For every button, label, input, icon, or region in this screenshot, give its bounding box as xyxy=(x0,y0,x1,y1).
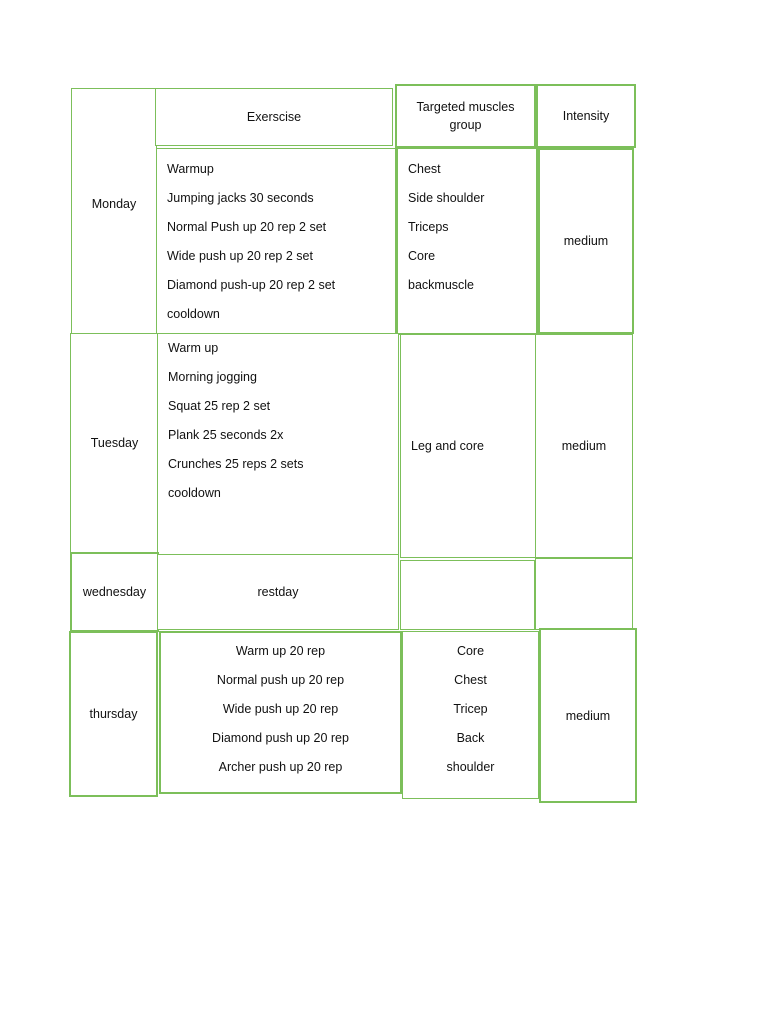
monday-exercise-item: Normal Push up 20 rep 2 set xyxy=(167,220,327,234)
monday-exercise-item: Diamond push-up 20 rep 2 set xyxy=(167,278,336,292)
thursday-exercise-item: Diamond push up 20 rep xyxy=(212,731,349,745)
tuesday-exercise-item: Plank 25 seconds 2x xyxy=(168,428,284,442)
monday-muscles-cell xyxy=(396,147,538,335)
monday-exercise-cell xyxy=(156,148,396,334)
tuesday-intensity-cell xyxy=(535,334,633,558)
header-intensity-label: Intensity xyxy=(562,109,610,123)
wednesday-muscles-cell xyxy=(400,560,535,630)
thursday-exercise-item: Archer push up 20 rep xyxy=(218,760,343,774)
monday-exercise-item: cooldown xyxy=(167,307,220,321)
thursday-exercise-item: Normal push up 20 rep xyxy=(216,673,345,687)
monday-exercise-item: Jumping jacks 30 seconds xyxy=(167,191,314,205)
thursday-intensity-cell xyxy=(539,628,637,803)
monday-muscle-item: Core xyxy=(408,249,436,263)
monday-muscle-item: Side shoulder xyxy=(408,191,485,205)
tuesday-day-label: Tuesday xyxy=(90,436,139,450)
monday-muscle-item: Triceps xyxy=(408,220,449,234)
tuesday-exercise-cell xyxy=(157,333,399,555)
wednesday-intensity-cell xyxy=(535,558,633,630)
monday-intensity-label: medium xyxy=(563,234,609,248)
wednesday-exercise-label: restday xyxy=(257,585,299,599)
thursday-muscle-item: Core xyxy=(456,644,485,658)
tuesday-exercise-item: cooldown xyxy=(168,486,221,500)
monday-exercise-item: Wide push up 20 rep 2 set xyxy=(167,249,313,263)
tuesday-exercise-item: Morning jogging xyxy=(168,370,257,384)
wednesday-day-label: wednesday xyxy=(82,585,147,599)
thursday-intensity-label: medium xyxy=(565,708,611,723)
header-exercise-cell xyxy=(155,88,393,146)
thursday-muscle-item: Back xyxy=(456,731,485,745)
header-intensity-cell xyxy=(536,84,636,148)
thursday-muscle-item: Chest xyxy=(454,673,487,687)
tuesday-exercise-item: Warm up xyxy=(168,341,219,355)
tuesday-day-cell xyxy=(70,333,159,553)
thursday-muscle-item: shoulder xyxy=(446,760,495,774)
thursday-muscle-item: Tricep xyxy=(453,702,488,716)
tuesday-exercise-item: Squat 25 rep 2 set xyxy=(168,399,271,413)
thursday-day-cell xyxy=(69,631,158,797)
wednesday-exercise-cell xyxy=(157,554,399,630)
tuesday-exercise-item: Crunches 25 reps 2 sets xyxy=(168,457,304,471)
wednesday-day-cell xyxy=(70,552,159,632)
header-targeted-label: Targeted muscles group xyxy=(416,100,515,132)
thursday-day-label: thursday xyxy=(89,707,138,721)
thursday-exercise-item: Warm up 20 rep xyxy=(235,644,326,658)
monday-exercise-item: Warmup xyxy=(167,162,214,176)
monday-muscle-item: Chest xyxy=(408,162,441,176)
monday-day-label-wrap xyxy=(71,148,157,260)
thursday-exercise-item: Wide push up 20 rep xyxy=(222,702,339,716)
monday-intensity-cell xyxy=(538,148,634,334)
tuesday-muscles-label: Leg and core xyxy=(411,439,484,453)
monday-muscle-item: backmuscle xyxy=(408,278,474,292)
monday-day-label: Monday xyxy=(91,197,137,211)
thursday-exercise-cell xyxy=(159,631,402,794)
tuesday-muscles-cell xyxy=(400,334,536,558)
header-exercise-label: Exerscise xyxy=(246,110,302,124)
thursday-muscles-cell xyxy=(402,631,539,799)
tuesday-intensity-label: medium xyxy=(561,439,607,453)
header-targeted-cell xyxy=(395,84,536,148)
